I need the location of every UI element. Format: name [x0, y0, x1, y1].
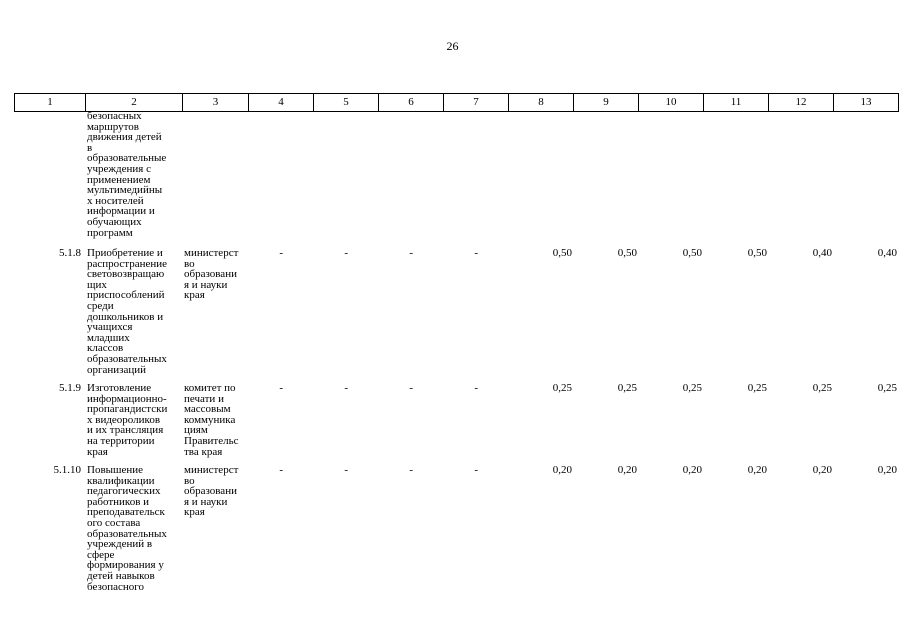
value-col-7: -: [474, 247, 478, 259]
executor: министерст во образовани я и науки края: [184, 247, 239, 302]
value-col-9: 0,20: [617, 464, 637, 476]
value-col-11: 0,25: [747, 382, 767, 394]
value-col-12: 0,20: [812, 464, 832, 476]
value-col-9: 0,50: [617, 247, 637, 259]
value-col-11: 0,20: [747, 464, 767, 476]
column-header-2: 2: [86, 94, 183, 111]
column-header-4: 4: [249, 94, 314, 111]
value-col-9: 0,25: [617, 382, 637, 394]
column-header-6: 6: [379, 94, 444, 111]
column-header-9: 9: [574, 94, 639, 111]
column-header-12: 12: [769, 94, 834, 111]
table-row: [14, 383, 898, 457]
value-col-5: -: [344, 464, 348, 476]
value-col-8: 0,20: [552, 464, 572, 476]
measure-name: безопасных маршрутов движения детей в образовательные учреждения с применением мультимедийны х носителей информации и обучающих программ: [87, 110, 167, 239]
value-col-5: -: [344, 382, 348, 394]
value-col-10: 0,25: [682, 382, 702, 394]
table-row: [14, 111, 248, 238]
measure-name: Приобретение и распространение световозвращаю щих приспособлений среди дошкольников и учащихся младших классов образовательных организаций: [87, 247, 168, 376]
column-header-8: 8: [509, 94, 574, 111]
column-header-5: 5: [314, 94, 379, 111]
executor: [182, 111, 248, 238]
value-col-4: -: [279, 247, 283, 259]
table-row: [14, 248, 898, 375]
table-row: [14, 465, 898, 592]
row-number: 5.1.9: [59, 382, 81, 394]
value-col-13: 0,40: [877, 247, 897, 259]
column-header-1: 1: [15, 94, 86, 111]
measure-name: Повышение квалификации педагогических работников и преподавательск ого состава образовательных учреждений в сфере формирования у детей навыков безопасного: [87, 464, 167, 593]
table-header: [14, 93, 899, 112]
column-header-7: 7: [444, 94, 509, 111]
page-number: 26: [446, 39, 459, 53]
value-col-13: 0,25: [877, 382, 897, 394]
column-header-11: 11: [704, 94, 769, 111]
value-col-7: -: [474, 464, 478, 476]
value-col-8: 0,25: [552, 382, 572, 394]
executor: комитет по печати и массовым коммуника циям Правительс тва края: [184, 382, 239, 458]
value-col-13: 0,20: [877, 464, 897, 476]
value-col-12: 0,40: [812, 247, 832, 259]
value-col-7: -: [474, 382, 478, 394]
row-number: 5.1.10: [53, 464, 81, 476]
executor: министерст во образовани я и науки края: [184, 464, 239, 519]
value-col-4: -: [279, 464, 283, 476]
value-col-4: -: [279, 382, 283, 394]
row-number: 5.1.8: [59, 247, 81, 259]
value-col-6: -: [409, 464, 413, 476]
value-col-8: 0,50: [552, 247, 572, 259]
measure-name: Изготовление информационно- пропагандистски х видеороликов и их трансляция на территории края: [87, 382, 168, 458]
value-col-6: -: [409, 247, 413, 259]
column-header-10: 10: [639, 94, 704, 111]
column-header-3: 3: [183, 94, 249, 111]
value-col-5: -: [344, 247, 348, 259]
value-col-10: 0,50: [682, 247, 702, 259]
column-header-13: 13: [834, 94, 899, 111]
value-col-6: -: [409, 382, 413, 394]
value-col-11: 0,50: [747, 247, 767, 259]
row-number: [14, 111, 85, 238]
value-col-10: 0,20: [682, 464, 702, 476]
value-col-12: 0,25: [812, 382, 832, 394]
